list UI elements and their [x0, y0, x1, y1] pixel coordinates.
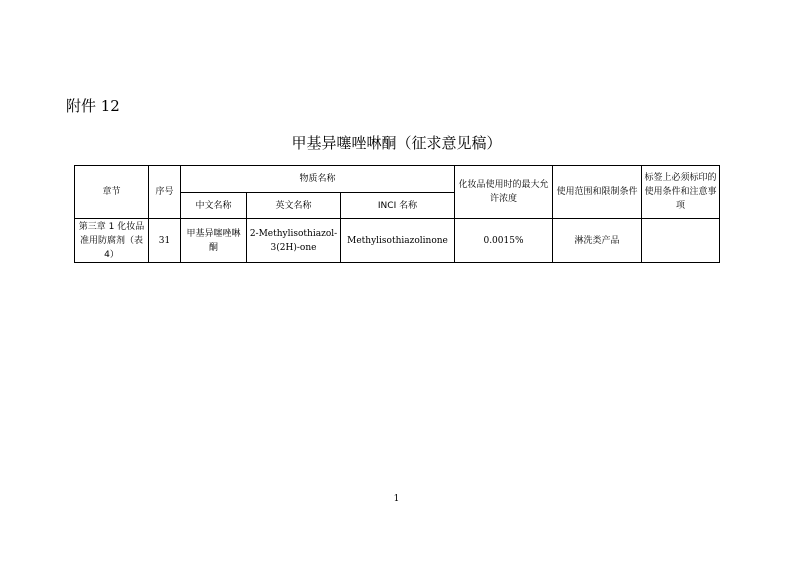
cell-serial: 31: [149, 219, 181, 263]
header-label-notes: 标签上必须标印的使用条件和注意事项: [642, 166, 720, 219]
cell-english-name: 2-Methylisothiazol-3(2H)-one: [247, 219, 341, 263]
header-max-concentration: 化妆品使用时的最大允许浓度: [455, 166, 553, 219]
header-chapter: 章节: [75, 166, 149, 219]
attachment-label: 附件 12: [66, 97, 120, 115]
header-scope: 使用范围和限制条件: [553, 166, 642, 219]
cell-max-concentration: 0.0015%: [455, 219, 553, 263]
cell-inci-name: Methylisothiazolinone: [341, 219, 455, 263]
cell-chapter: 第三章 1 化妆品准用防腐剂（表 4）: [75, 219, 149, 263]
page-number: 1: [393, 494, 400, 504]
header-inci-name: INCI 名称: [341, 193, 455, 219]
table-row: [75, 219, 720, 263]
header-serial: 序号: [149, 166, 181, 219]
header-chinese-name: 中文名称: [181, 193, 247, 219]
cell-scope: 淋洗类产品: [553, 219, 642, 263]
header-substance-name: 物质名称: [181, 166, 455, 193]
cell-label-notes: [642, 219, 720, 263]
header-english-name: 英文名称: [247, 193, 341, 219]
document-title: 甲基异噻唑啉酮（征求意见稿）: [291, 134, 502, 152]
cell-chinese-name: 甲基异噻唑啉酮: [181, 219, 247, 263]
regulation-table: [74, 165, 720, 263]
